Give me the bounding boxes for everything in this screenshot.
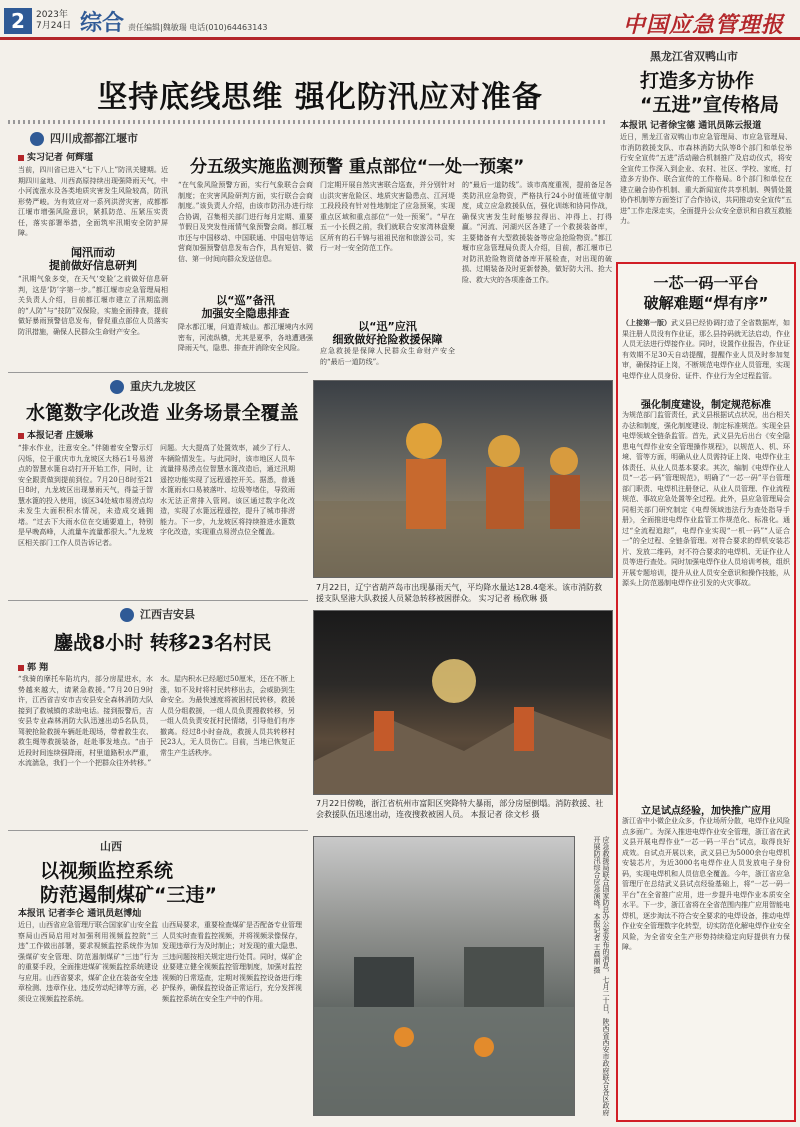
sichuan-body-1: 当前，四川省已进入“七下八上”防汛关键期。近期四川盆地、川西高原持续出现强降雨天气，中小河流涨水及各类地质灾害发生风险较高，防汛形势严峻。为有效应对一系列洪涝灾害，成都都江堰市增强风险意识，紧抓防范、压紧压实责任，落实部署举措，全面筑牢汛期安全防护屏障。 bbox=[18, 166, 168, 237]
caption-text: 7月22日，辽宁省葫芦岛市出现暴雨天气，平均降水量达128.4毫米。该市消防救援支队坚港大队救援人员紧急转移被困群众。 bbox=[316, 583, 603, 603]
heilongjiang-headline-2: “五进”宣传格局 bbox=[640, 94, 779, 116]
sichuan-body-7: 的“最后一道防线”。该市高度重视，提前备足各类防汛应急物资，严格执行24小时值班值守制度，成立应急救援队伍，强化训练和协同作战，确保灾害发生时能够拉得出、冲得上、打得赢。“河流、河湖兴区各建了一个救援装备库，主要储备有大型救援装备等应急抢险物资。”都江堰市应急管理局负责人介绍，目前，都江堰市已对防汛抢险物资储备库开展检查，对出现的破损、过期装备及时更新替换，做好防大汛、抢大险、救大灾的各项准备工作。 bbox=[462, 181, 612, 284]
section-rule bbox=[8, 830, 308, 831]
byline-marker bbox=[18, 665, 24, 671]
subhead-line: 以“巡”备汛 bbox=[216, 294, 275, 307]
caption-text: 应急救援局联合国家防总办公室发布的消息，七月二十日，陕西省西安市政府联合各区政府开展防汛综合应急演练。 bbox=[593, 836, 610, 1116]
caption-credit: 实习记者 杨欣琳 摄 bbox=[478, 594, 548, 603]
collapse-rescue-photo bbox=[313, 610, 613, 795]
chongqing-body-2: 问题。大大提高了处置效率，减少了行人、车辆险情发生。与此同时，该市地区人员车流量排易涝点位智慧水篦改造后，通过汛期遥控功能实现了远程遥控开关。据悉，普通水篦雨水口易被落叶、垃圾等堵住，导致雨水无法正常排入管网。该区通过数字化改造，实现了水篦远程遥控，提升了城市排涝能力。下一步，九龙坡区将持续推进水篦数字化改造，实现重点易涝点位全覆盖。 bbox=[160, 444, 295, 536]
drill-photo bbox=[313, 836, 575, 1116]
caption-credit: 本报记者 徐文杉 摄 bbox=[470, 810, 540, 819]
subhead-line: 细致做好抢险救援保障 bbox=[332, 333, 443, 346]
issue-date bbox=[36, 10, 71, 32]
byline-heilongjiang: 本报讯 记者徐宝德 通讯员陈云报道 bbox=[620, 121, 762, 131]
dateline: （上接第一版） bbox=[622, 318, 671, 327]
subhead-line: 提前做好信息研判 bbox=[49, 259, 137, 272]
photo1-caption bbox=[316, 582, 610, 604]
heilongjiang-headline-1: 打造多方协作 bbox=[640, 70, 755, 92]
kicker-text: 重庆九龙坡区 bbox=[130, 380, 196, 393]
zhejiang-headline-2: 破解难题“焊有序” bbox=[643, 294, 769, 312]
subhead-line: 闻汛而动 bbox=[71, 246, 115, 259]
flood-rescue-photo bbox=[313, 380, 613, 578]
jiangxi-headline: 鏖战8小时 转移23名村民 bbox=[54, 632, 272, 654]
sichuan-body-2: “汛期气象多变，在天气‘变脸’之前做好信息研判，这是‘防’字第一步。”都江堰市应急管理局相关负责人介绍，目前都江堰市建立了汛期监测的“人防”与“技防”双保险，实施全面排查，提前做好暴雨预警信息发布，督促重点部位人员落实防汛措施，确保人民群众生命财产安全。 bbox=[18, 275, 168, 336]
shanxi-headline-2: 防范遏制煤矿“三违” bbox=[40, 884, 217, 906]
shanxi-body-2: 山西局要求，重要检查煤矿是否配备专业管理人员实时查看监控视频，并将视频录像保存，发现违章行为及时制止；对发现的重大隐患、三违问题按相关规定进行处罚。同时，煤矿企业要建立健全视频监控管理制度，加强对监控视频的日常巡查，定期对视频监控设备进行维护保养，确保监控设备正常运行，充分发挥视频监控系统在安全生产中的作用。 bbox=[162, 921, 302, 1003]
photo-art bbox=[314, 381, 613, 578]
sichuan-headline: 分五级实施监测预警 重点部位“一处一预案” bbox=[190, 157, 525, 177]
issue-day: 7月24日 bbox=[36, 21, 72, 31]
kicker-text: 四川成都都江堰市 bbox=[50, 132, 138, 145]
byline-jiangxi bbox=[18, 660, 48, 673]
kicker-text: 江西吉安县 bbox=[140, 608, 195, 621]
location-icon bbox=[110, 380, 124, 394]
masthead-logo: 中国应急管理报 bbox=[622, 12, 784, 38]
byline-marker bbox=[18, 155, 24, 161]
sichuan-body-3: “在气象风险预警方面，实行气象联合会商制度；在灾害风险研判方面，实行联合会商制度。”该负责人介绍，由该市防汛办进行综合协调，召集相关部门进行每月定期、重要节假日及突发性雨情气象预警会商。都江堰市还与中国移动、中国联通、中国电信等运营商加强预警信息发布合作，具有短信、微信、第一时间向群众发送信息。 bbox=[178, 181, 313, 263]
sichuan-subhead-1 bbox=[18, 246, 168, 272]
divider-stripe bbox=[8, 120, 608, 124]
photo3-caption bbox=[580, 836, 610, 1116]
sichuan-body-6: 应急救援是保障人民群众生命财产安全的“最后一道防线”。 bbox=[320, 347, 455, 366]
photo-art bbox=[314, 611, 613, 795]
kicker-sichuan bbox=[30, 130, 138, 146]
chongqing-headline: 水篦数字化改造 业务场景全覆盖 bbox=[26, 402, 299, 424]
shanxi-headline-1: 以视频监控系统 bbox=[40, 860, 174, 882]
section-rule bbox=[8, 372, 308, 373]
subhead-line: 以“迅”应汛 bbox=[358, 320, 417, 333]
zhejiang-body-1: （上接第一版）武义县已经协调打造了全省数据库，如果注册人员没有作业证，那么县持码就无法启动，作业人员无法进行焊接作业。同时，设置作业报告，作业证有效期不足30天自动提醒，提醒作业人员及时参加复审，确保持证上岗，不断规范电焊作业人员管理，实现电焊作业人员身份、证件、作业行为全过程监管。 bbox=[622, 318, 790, 380]
sichuan-body-4: 降水都江堰，问道青城山。都江堰境内水网密布，河流纵横，尤其是夏季，各地遭遇强降雨天气，隐患、排查并消除安全风险。 bbox=[178, 323, 313, 352]
section-name: 综合 bbox=[80, 11, 125, 36]
zhejiang-body-3: 浙江省中小微企业众多，作业场所分散，电焊作业风险点多面广。为深入推进电焊作业安全管理，浙江省在武义县开展电焊作业“一芯一码一平台”试点，取得良好成效。自试点开展以来，武义县已为5000余台电焊机安装芯片，为近3000名电焊作业人员发放电子身份码，实现电焊机和人员信息全覆盖。今年，浙江省应急管理厅在总结武义县试点经验基础上，将“一芯一码一平台”在全省推广应用，进一步提升电焊作业本质安全水平。下一步，浙江省将在全省范围内推广应用智能电焊机，逐步淘汰不符合安全要求的电焊设备，推动电焊作业安全管理数字化转型，切实防范化解电焊作业安全风险，为全省安全生产形势持续稳定向好提供有力保障。 bbox=[622, 817, 790, 951]
section-rule bbox=[8, 600, 308, 601]
lead-headline: 坚持底线思维 强化防汛应对准备 bbox=[97, 80, 543, 115]
sichuan-body-5: 门定期开展自然灾害联合巡查，并分别针对山洪灾害危险区、地质灾害隐患点、江河堤工段段段有针对性地制定了应急预案，实现重点区域和重点部位“一处一预案”。“早在五一小长假之前，我们就联合安家湾林盘聚区所有的石千锦与祖祖民宿和旅游公司，实行一对一安全防范工作。 bbox=[320, 181, 455, 252]
page-number: 2 bbox=[4, 8, 32, 34]
byline-sichuan bbox=[18, 150, 93, 163]
heilongjiang-body: 近日，黑龙江省双鸭山市应急管理局、市应急管理局、市消防救援支队、市森林消防大队等8个部门和单位举行安全宣传“五进”活动融合机制推广及启动仪式，将安全宣传工作深入到企业、农村、社区、学校、家庭，打造多方协作、联合宣传的工作格局。8个部门和单位在建立融合协作机制、重大新闻宣传共享机制、舆情处置协作机制等方面签订了合作协议，共同推动安全宣传“五进”工作走深走实，全面提升公众安全意识和自救互救能力。 bbox=[620, 133, 792, 225]
caption-credit: 本报记者 王晨丽 摄 bbox=[593, 913, 601, 974]
kicker-heilongjiang: 黑龙江省双鸭山市 bbox=[650, 50, 738, 63]
subhead-line: 加强安全隐患排查 bbox=[201, 307, 290, 320]
photo2-caption bbox=[316, 798, 610, 820]
location-icon bbox=[30, 132, 44, 146]
shanxi-body-1: 近日，山西省应急管理厅联合国家矿山安全监察局山西局启用对加强利用视频监控院“三违”工作做出部署，要求视频监控系统作为加强煤矿安全管理、防范遏制煤矿“三违”行为的重要手段，全面推进煤矿视频监控系统建设与应用。山西省要求，煤矿企业在装备安全违章检测、违章作业、违反劳动纪律等方面，必须设立视频监控系统。 bbox=[18, 921, 158, 1003]
kicker-shanxi: 山西 bbox=[100, 840, 122, 853]
jiangxi-body-1: “我骑的摩托车陷坑内，部分房屋进水，水势越来越大，请紧急救援。”7月20日9时许，江西省吉安市吉安县安全森林消防大队接到了救城镇的求助电话。接到报警后，吉安县专业森林消防大队迅速出动5名队员，驾驶抢险救援车辆赶赴现场，带着救生衣、救生绳等救援装备，赶赴事发地点。“由于近段时间连续强降雨，村里道路积水严重，水流湍急，我们一个一个把群众往外转移。” bbox=[18, 675, 153, 767]
zhejiang-headline-1: 一芯一码一平台 bbox=[653, 274, 759, 292]
issue-year: 2023年 bbox=[36, 10, 68, 20]
byline-shanxi: 本报讯 记者李仑 通讯员赵博灿 bbox=[18, 909, 142, 919]
chongqing-body-1: “排水作业，注意安全。”伴随着安全警示灯闪烁，位于重庆市九龙坡区大杨石1号易涝点的智慧水篦自动打开开始工作，同时，让安全跟责做到提前到位。7月20日8时至21日8时，九龙坡区出现暴雨天气，得益于智慧水篦的投入使用，该区34处城市易涝点均未发生大面积积水情况，未造成交通拥堵。“过去下大雨水位在交通要道上，特别是早晚高峰，人流量车流量都很大。”九龙坡区相关部门工作人员告诉记者。 bbox=[18, 444, 153, 547]
zhejiang-body-2: 为规范部门监管责任，武义县根据试点状况，出台相关办法和制度，强化制度建设、制定标准规范。实现全县电焊领域全链条监管。首先，武义县先后出台《安全隐患电气焊作业安全管理操作规程》，以规范人、机、环境、管等方面，明确从业人员需持证上岗、电焊作业主体责任、从业人员基本要求。其次，编制《电焊作业人员“一芯一码”管理规范》，明确了“一芯一码”平台管理部门职责、电焊机注册登记、从业人员管理、作业流程规范、事故应急处置等全过程。此外，县应急管理局会同相关部门研究制定《电焊领域违法行为查处指导手册》，全面推进电焊作业监管工作规范化、标准化。通过“全流程追踪”，电焊作业实现“一机一码”“人证合一”的全过程、全链条管理。对符合要求的焊机安装芯片、发放二维码，对不符合要求的电焊机、无证作业人员等进行查处。同时加强电焊作业人员培训考核，组织开展专题培训，提升从业人员安全意识和操作技能，从源头上防范遏制电焊作业引发的火灾事故。 bbox=[622, 411, 790, 587]
zhejiang-sub-1: 强化制度建设，制定规范标准 bbox=[641, 400, 771, 411]
location-icon bbox=[120, 608, 134, 622]
jiangxi-body-2: 水。屋内积水已经超过50厘米，还在不断上涨，如不及时将村民转移出去，会威胁到生命安全。为最快速度将被困村民转移，救援人员分组救援，一组人员负责搜救转移，另一组人员负责安抚村民情绪，引导他们有序撤离。经过8小时奋战，救援人员共转移村民23人，无人员伤亡。目前，当地已恢复正常生产生活秩序。 bbox=[160, 675, 295, 757]
byline-text: 郭 翔 bbox=[27, 663, 49, 673]
kicker-chongqing bbox=[110, 378, 196, 394]
kicker-jiangxi bbox=[120, 606, 195, 622]
byline-chongqing bbox=[18, 428, 93, 441]
byline-marker bbox=[18, 433, 24, 439]
editors-line: 责任编辑|魏敏瑞 电话(010)64463143 bbox=[128, 23, 268, 32]
sichuan-subhead-2 bbox=[178, 294, 313, 320]
sichuan-subhead-3 bbox=[320, 320, 455, 346]
caption-text: 7月22日傍晚，浙江省杭州市富阳区突降特大暴雨，部分房屋倒塌。消防救援、社会救援队伍迅速出动，连夜搜救被困人员。 bbox=[316, 799, 604, 819]
photo-art bbox=[314, 837, 575, 1116]
zhejiang-sub-2: 立足试点经验，加快推广应用 bbox=[641, 806, 771, 817]
byline-text: 本报记者 庄媛琳 bbox=[27, 431, 94, 441]
byline-text: 实习记者 何辉瑾 bbox=[27, 153, 94, 163]
